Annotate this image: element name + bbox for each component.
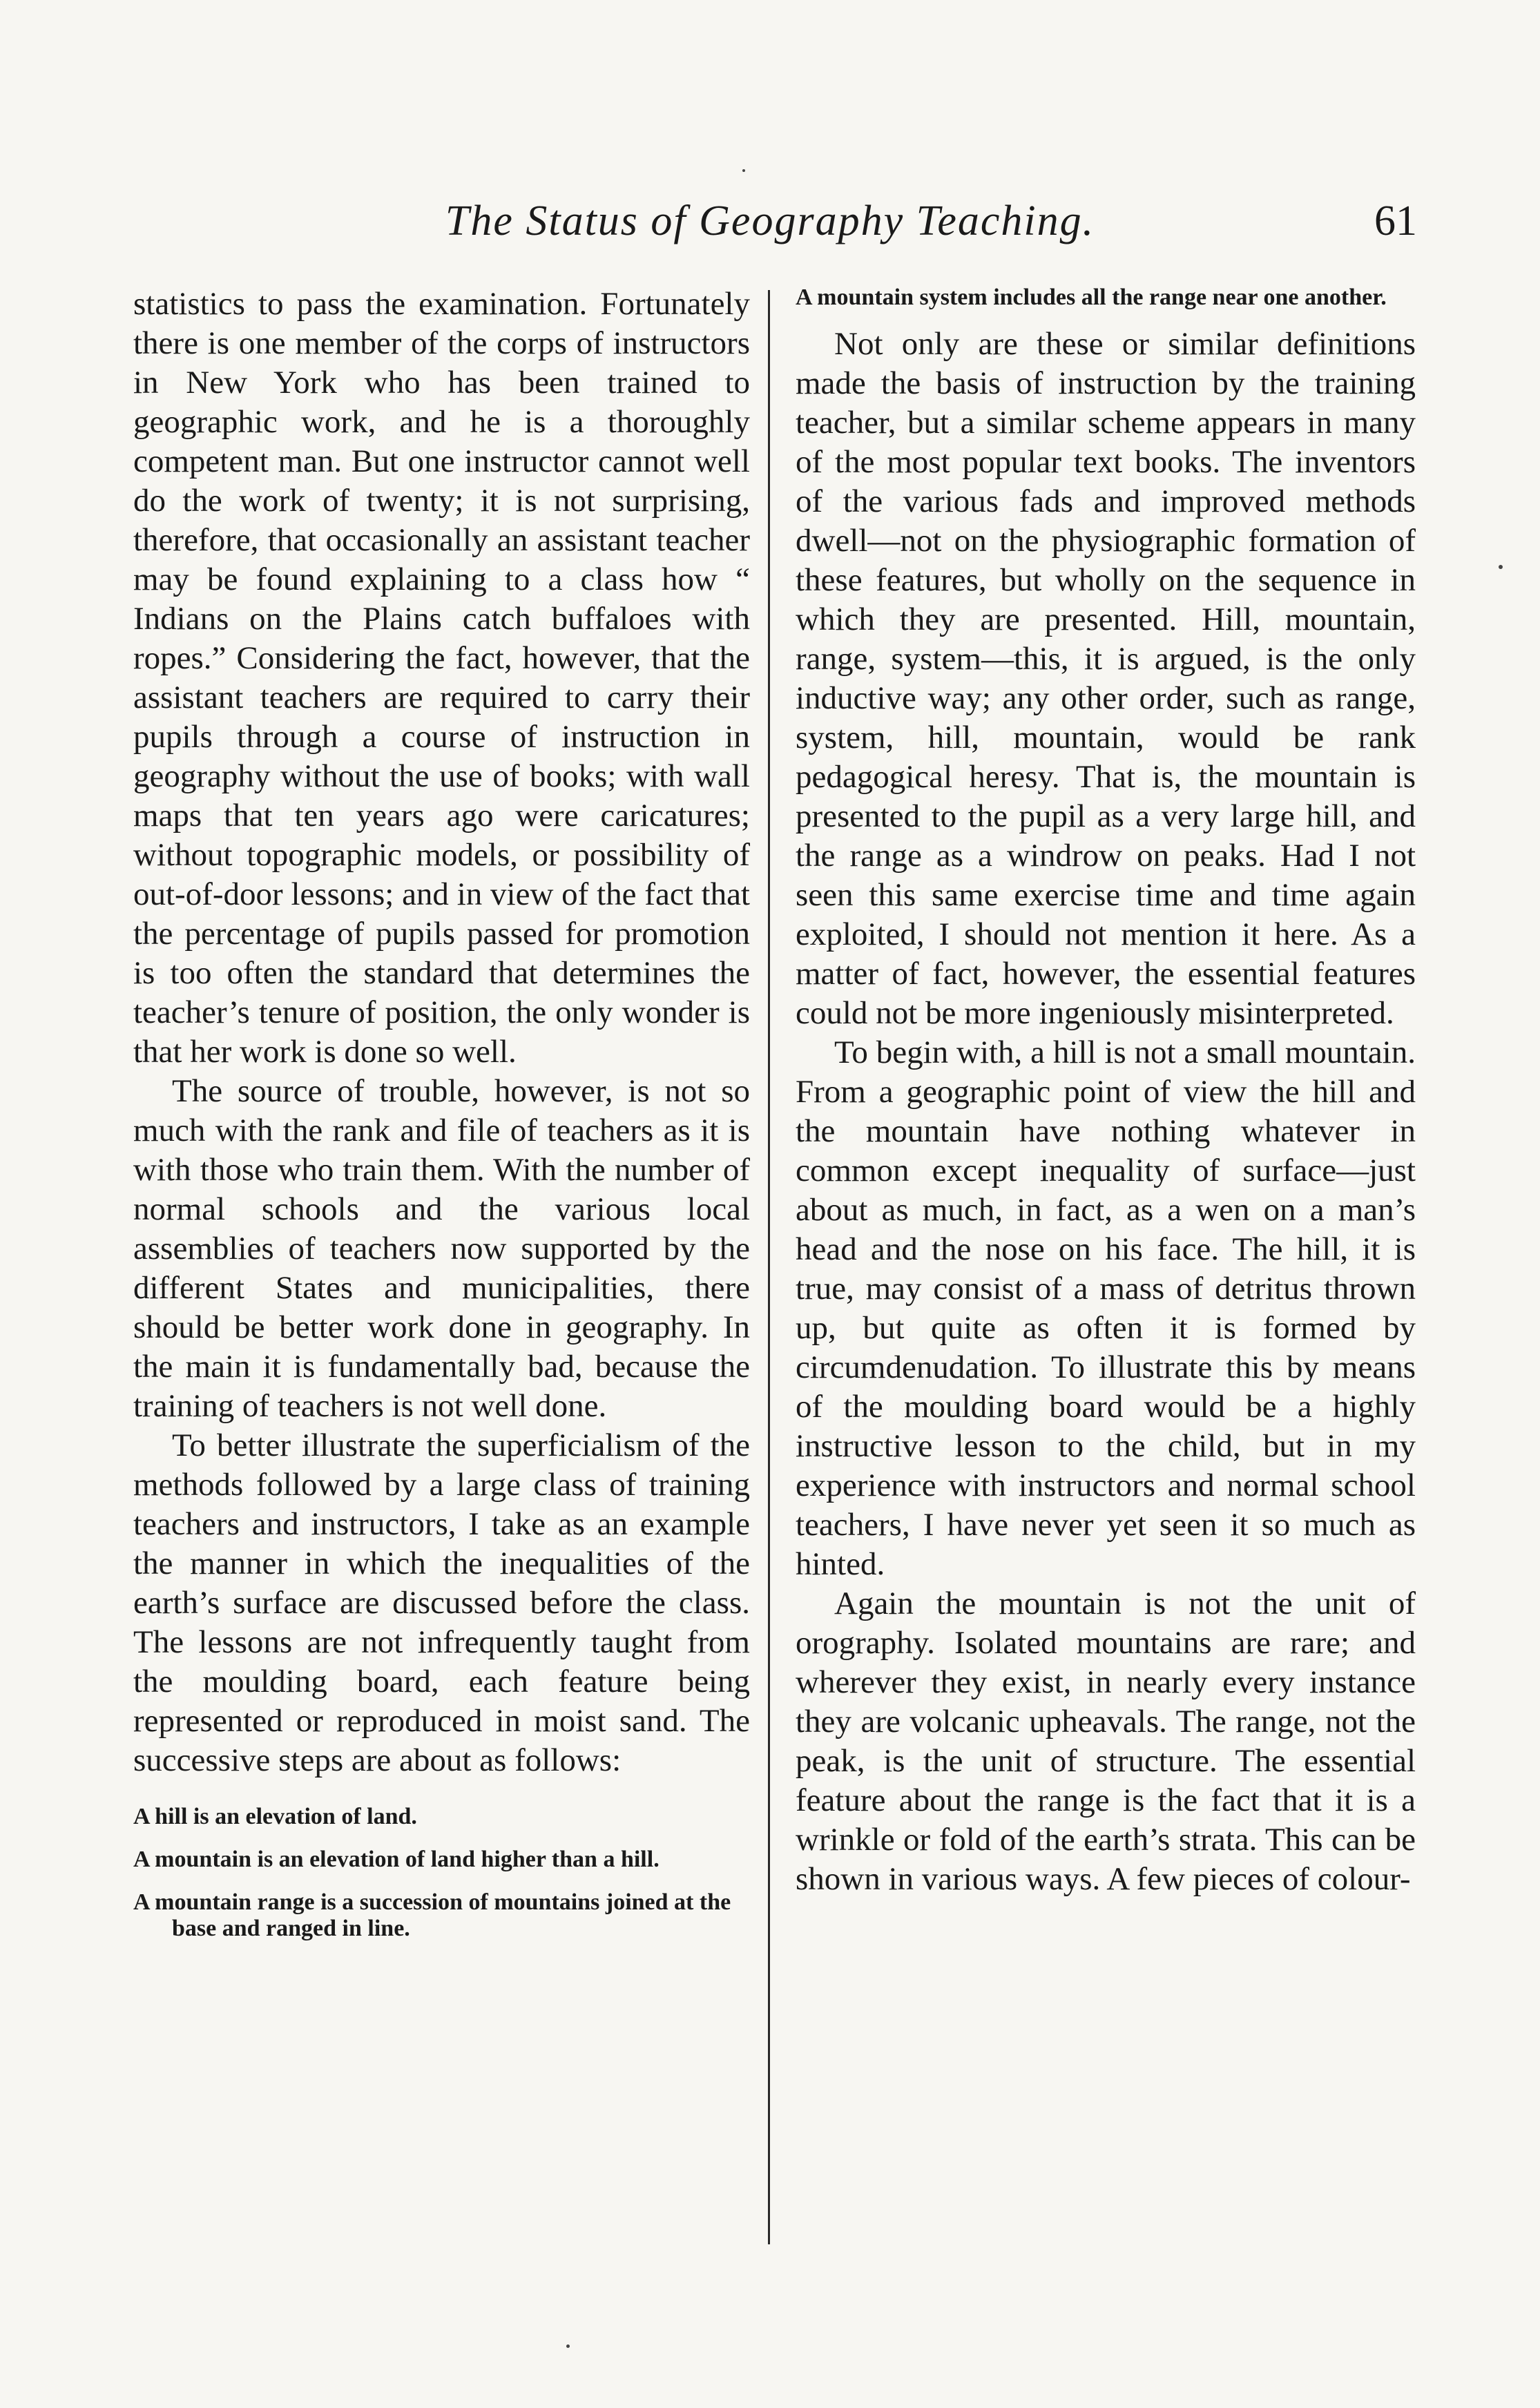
definition-list (133, 1804, 750, 1942)
running-title: The Status of Geography Teaching. (445, 198, 1095, 244)
left-paragraph-2: The source of trouble, however, is not so much with the rank and file of teachers as it is with those who train them. With the number of normal schools and the various local assemblies of teachers now supported by the different States and municipalities, there should be better work done in geography. In the main it is fundamentally bad, because the training of teachers is not well done. (133, 1073, 750, 1424)
left-paragraph-3: To better illustrate the superficialism of the methods followed by a large class of training teachers and instructors, I take as an example the manner in which the inequalities of the earth’s surface are discussed before the class. The lessons are not infrequently taught from the moulding board, each feature being represented or reproduced in moist sand. The successive steps are about as follows: (133, 1427, 750, 1778)
definition-mountain-range: A mountain range is a succession of mountains joined at the base and ranged in line. (133, 1889, 731, 1941)
column-rule (768, 290, 770, 2244)
right-paragraph-2: To begin with, a hill is not a small mountain. From a geographic point of view the hill and the mountain have nothing whatever in common except inequality of surface—just about as much, in fact, as a wen on a man’s head and the nose on his face. The hill, it is true, may consist of a mass of detritus thrown up, but quite as often it is formed by circumdenudation. To illustrate this by means of the moulding board would be a highly instructive lesson to the child, but in my experience with instructors and normal school teachers, I have never yet seen it so much as hinted. (796, 1034, 1416, 1582)
print-speck (566, 2344, 570, 2348)
print-speck (1499, 565, 1503, 569)
definition-mountain-system: A mountain system includes all the range near one another. (796, 285, 1387, 310)
print-speck (742, 169, 745, 172)
left-paragraph-1: statistics to pass the examination. Fortunately there is one member of the corps of instructors in New York who has been trained to geographic work, and he is a thoroughly competent man. But one instructor cannot well do the work of twenty; it is not surprising, therefore, that occasionally an assistant teacher may be found explaining to a class how “ Indians on the Plains catch buffaloes with ropes.” Considering the fact, however, that the assistant teachers are required to carry their pupils through a course of instruction in geography without the use of books; with wall maps that ten years ago were caricatures; without topographic models, or possibility of out-of-door lessons; and in view of the fact that the percentage of pupils passed for promotion is too often the standard that determines the teacher’s tenure of position, the only wonder is that her work is done so well. (133, 286, 750, 1070)
definition-hill: A hill is an elevation of land. (133, 1804, 417, 1829)
left-column (133, 285, 750, 1958)
definition-mountain: A mountain is an elevation of land higher than a hill. (133, 1847, 660, 1872)
right-column (796, 285, 1416, 1899)
right-paragraph-3: Again the mountain is not the unit of orography. Isolated mountains are rare; and wherever they exist, in nearly every instance they are volcanic upheavals. The range, not the peak, is the unit of structure. The essential feature about the range is the fact that it is a wrinkle or fold of the earth’s strata. This can be shown in various ways. A few pieces of colour- (796, 1586, 1416, 1897)
page-number: 61 (1374, 198, 1417, 244)
right-paragraph-1: Not only are these or similar definitions made the basis of instruction by the training teacher, but a similar scheme appears in many of the most popular text books. The inventors of the various fads and improved methods dwell—not on the physiographic formation of these features, but wholly on the sequence in which they are presented. Hill, mountain, range, system—this, it is argued, is the only inductive way; any other order, such as range, system, hill, mountain, would be rank pedagogical heresy. That is, the mountain is presented to the pupil as a very large hill, and the range as a windrow on peaks. Had I not seen this same exercise time and time again exploited, I should not mention it here. As a matter of fact, however, the essential features could not be more ingeniously misinterpreted. (796, 326, 1416, 1031)
